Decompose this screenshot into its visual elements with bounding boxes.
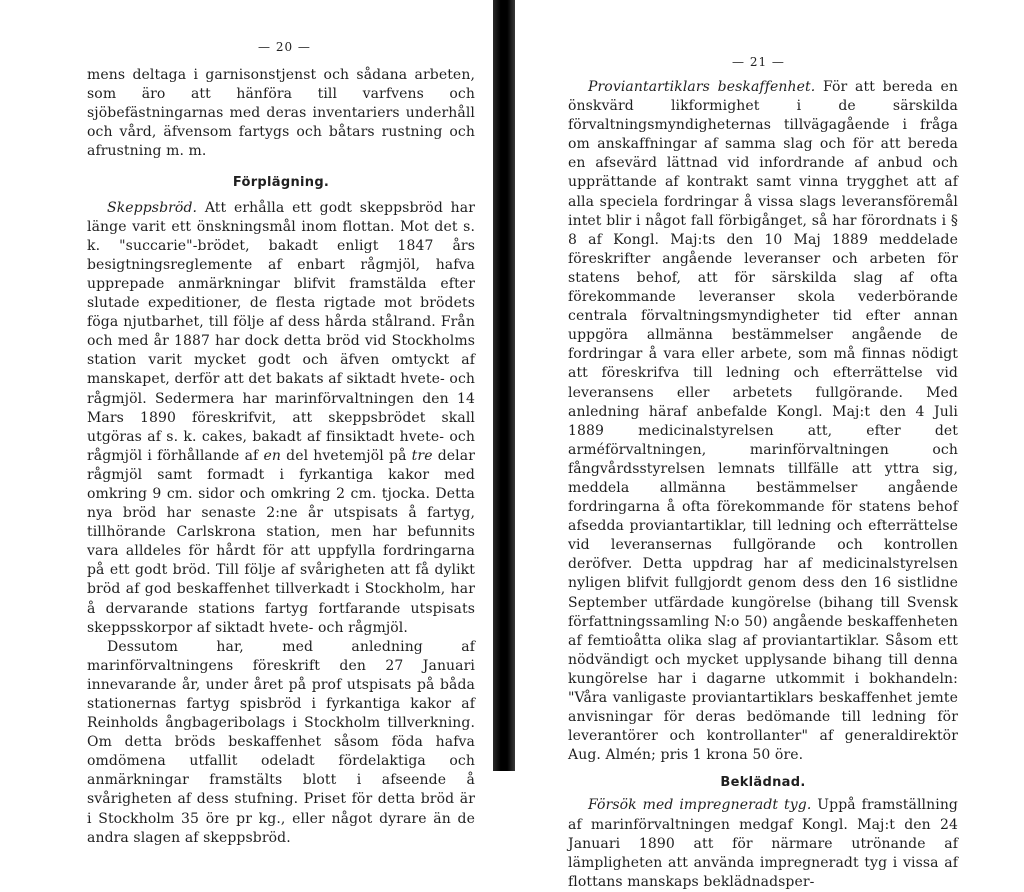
page-number-right: — 21 — — [732, 55, 785, 69]
paragraph-skeppsbrod-text: Att erhålla ett godt skeppsbröd har länge varit ett önskningsmål inom flottan. Mot det s. k. "succarie"-brödet, bakadt enligt 1847 års besigtningsreglemente af enbart rågmjöl, hafva upprepade anmärkningar blifvit framstälda efter slutade expeditioner, de flesta rigtade mot brödets föga njutbarhet, till följe af dess hårda stålrand. Från och med år 1887 har dock detta bröd vid Stockholms station varit mycket godt och äfven omtyckt af manskapet, derför att det bakats af siktadt hvete- och rågmjöl. Sedermera har marinförvaltningen den 14 Mars 1890 föreskrifvit, att skeppsbrödet skall utgöras af s. k. cakes, bakadt af finsiktadt hvete- och rågmjöl i förhållande af — [87, 199, 476, 464]
page-number-left: — 20 — — [258, 40, 311, 54]
paragraph-skeppsbrod-tail: delar rågmjöl samt formadt i fyrkantiga kakor med omkring 9 cm. sidor och omkring 2 cm. tjocka. Detta nya bröd har senaste 2:ne år utspisats å fartyg, tillhörande Carlskrona station, men har befunnits vara alldeles för hårdt för att uppfylla fordringarna på ett godt bröd. Till följe af svårigheten att få dylikt bröd af god beskaffenhet tillverkadt i Stockholm, har å dervarande stations fartyg fortfarande utspisats skeppsskorpor af siktadt hvete- och rågmjöl. — [87, 447, 475, 636]
left-page — [0, 0, 505, 846]
intro-paragraph: mens deltaga i garnisonstjenst och sådana arbeten, som äro att hänföra till varfvens och sjöbefästningarnas med deras inventariers underhåll och vård, äfvensom fartygs och båtars rustning och afrustning m. m. — [87, 67, 475, 160]
emphasis-tre: tre — [411, 447, 433, 464]
paragraph-skeppsbrod-mid: del hvetemjöl på — [280, 447, 412, 464]
left-page-text — [87, 66, 475, 848]
paragraph-impregneradt-text: Uppå framställning af marinförvaltningen medgaf Kongl. Maj:t den 24 Januari 1890 att för närmare utrönande af lämpligheten att använda impregneradt tyg i vissa af flottans manskaps beklädnadsper- — [568, 797, 958, 890]
paragraph-impregneradt — [568, 796, 958, 891]
paragraph-skeppsbrod — [87, 199, 475, 638]
lead-skeppsbrod: Skeppsbröd. — [107, 199, 198, 216]
paragraph-dessutom: Dessutom har, med anledning af marinförvaltningens föreskrift den 27 Januari innevarande år, under året på prof utspisats på båda stationernas fartyg spisbröd i fyrkantiga kakor af Reinholds ångbageribolags i Stockholm tillverkning. Om detta bröds beskaffenhet såsom föda hafva omdömena utfallit odeladt fördelaktiga och anmärkningar framstälts blott i afseende å svårigheten af dess stufning. Priset för detta bröd är i Stockholm 35 öre pr kg., eller något dyrare än de andra slagen af skeppsbröd. — [87, 638, 475, 846]
heading-bekladnad: Beklädnad. — [720, 775, 806, 791]
lead-impregneradt: Försök med impregneradt tyg. — [588, 797, 812, 814]
paragraph-proviantartiklar — [568, 78, 958, 765]
emphasis-en: en — [263, 447, 281, 464]
lead-proviantartiklar: Proviantartiklars beskaffenhet. — [588, 79, 816, 95]
book-gutter — [493, 0, 515, 771]
paragraph-proviantartiklar-text: För att bereda en önskvärd likformighet i de särskilda förvaltningsmyndigheternas tillvägagående i fråga om anskaffningar af samma slag och för att bereda en afsevärd lättnad vid infordrande af anbud och upprättande af kontrakt samt vinna trygghet att af alla speciela fordringar å vissa slags leveransföremål intet blir i något fall förbigånget, så har förordnats i § 8 af Kongl. Maj:ts den 10 Maj 1889 meddelade föreskrifter angående leveranser och arbeten för statens behof, att för särskilda slag af ofta förekommande leveranser skola vederbörande centrala förvaltningsmyndigheter tid efter annan uppgöra allmänna bestämmelser angående de fordringar å vara eller arbete, som må finnas nödigt att föreskrifva till ledning och efterrättelse vid leveransens eller arbetets fullgörande. Med anledning häraf anbefalde Kongl. Maj:t den 4 Juli 1889 medicinalstyrelsen att, efter det arméförvaltningen, marinförvaltningen och fångvårdsstyrelsen lemnats tillfälle att yttra sig, meddela allmänna bestämmelser angående fordringarna å ofta förekommande för statens behof afsedda proviantartiklar, till ledning och efterrättelse vid leveransernas fullgörande och kontrollen deröfver. Detta uppdrag har af medicinalstyrelsen nyligen blifvit fullgjordt genom dess den 16 sistlidne September utfärdade kungörelse (bihang till Svensk författningssamling N:o 50) angående beskaffenheten af femtioåtta olika slag af proviantartiklar. Såsom ett nödvändigt och mycket upplysande bihang till denna kungörelse har i dagarne utkommit i bokhandeln: "Våra vanligaste proviantartiklars beskaffenhet jemte anvisningar för deras bedömande till ledning för leverantörer och kontrollanter" af generaldirektör Aug. Almén; pris 1 krona 50 öre. — [568, 79, 958, 764]
right-page — [513, 0, 1024, 890]
right-page-text — [568, 78, 958, 892]
heading-forplagning: Förplägning. — [232, 175, 330, 191]
